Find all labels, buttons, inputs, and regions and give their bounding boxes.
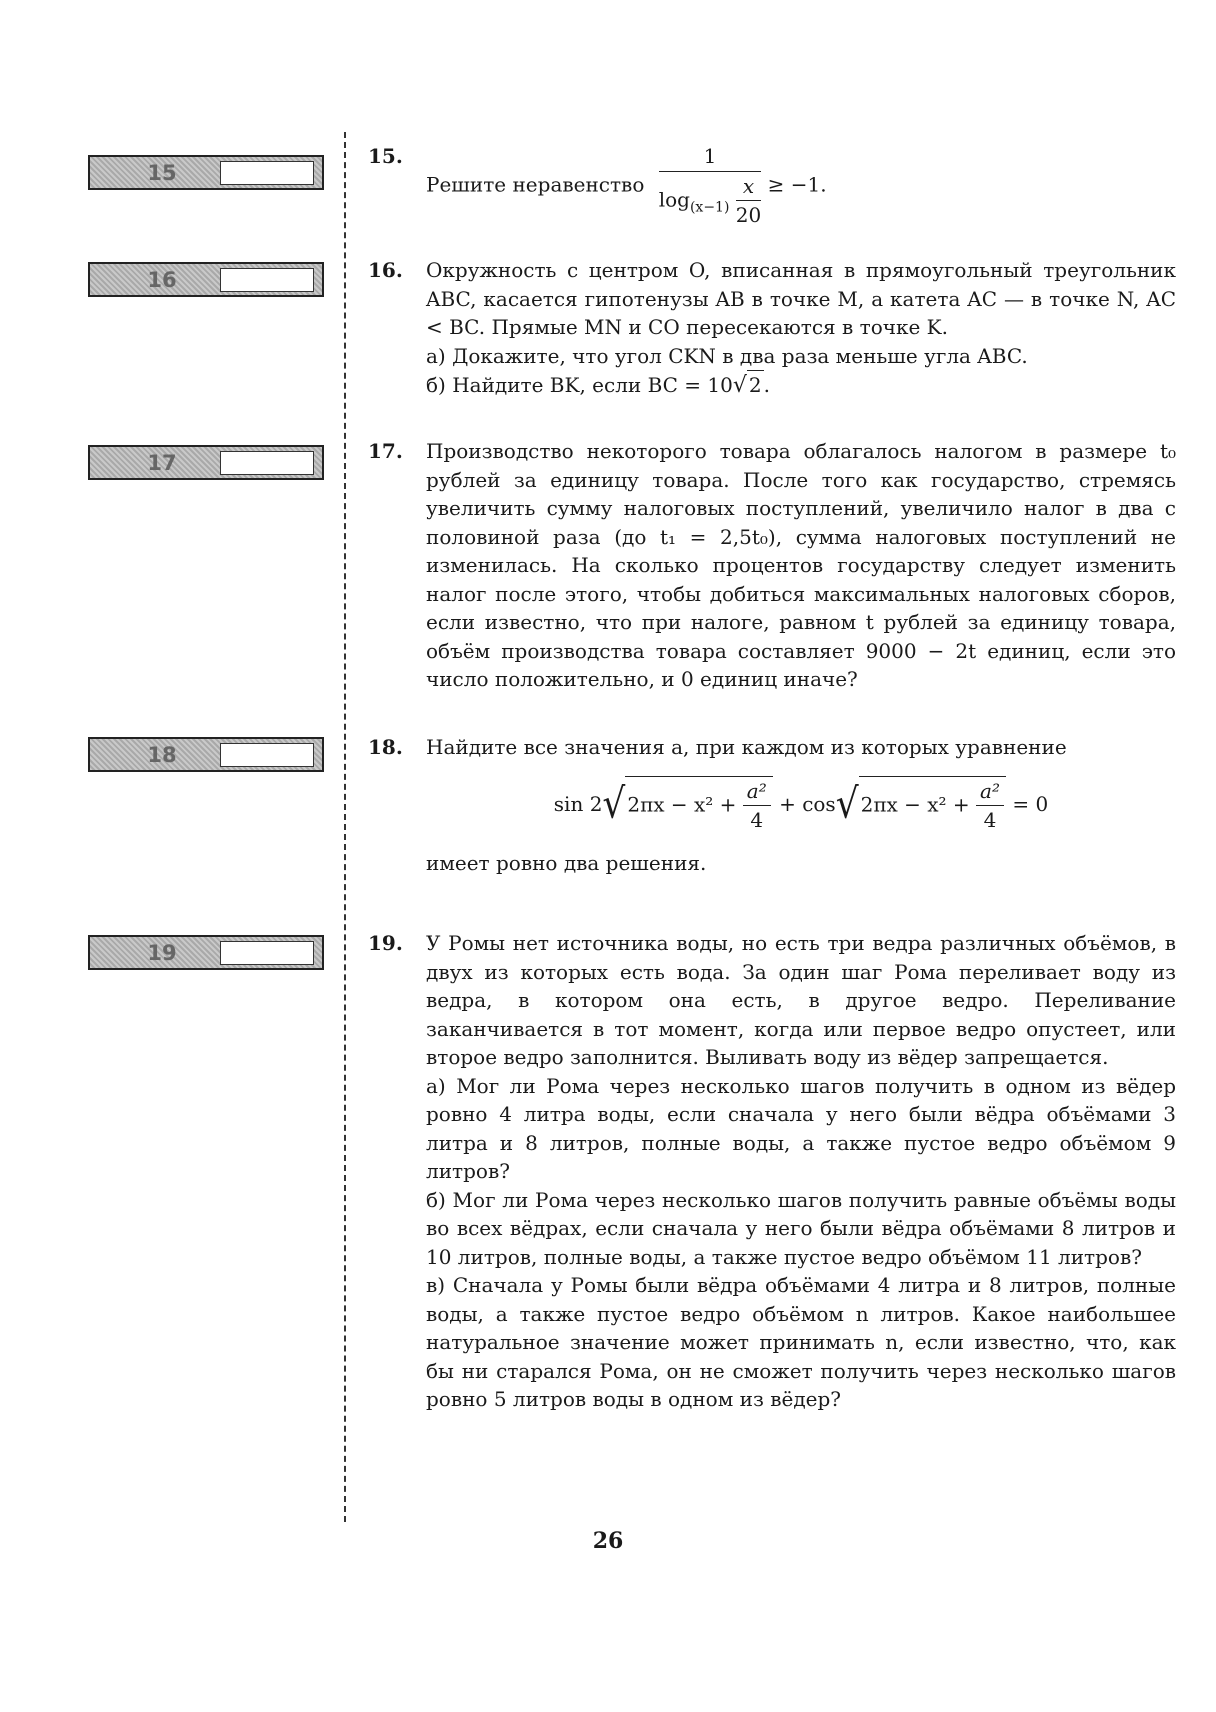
task-17 [368, 437, 1176, 694]
part-b-text: б) Найдите BK, если BC = 10 [426, 373, 733, 397]
answer-box-16[interactable] [88, 262, 324, 297]
a-squared-over-4 [976, 777, 1004, 835]
fraction-denominator [659, 172, 762, 230]
task-text: Окружность с центром O, вписанная в прямоугольный треугольник ABC, касается гипотенузы AB в точке M, а катета AC — в точке N, AC < BC. Прямые MN и CO пересекаются в точке K. [426, 258, 1176, 339]
answer-box-number: 19 [147, 941, 177, 965]
task-number: 16. [368, 258, 403, 282]
task-text: Найдите все значения a, при каждом из которых уравнение [426, 735, 1067, 759]
page-number: 26 [592, 1528, 624, 1554]
log-base: (x−1) [689, 199, 730, 215]
equation [426, 776, 1176, 835]
task-number: 19. [368, 931, 403, 955]
sin-term: sin 2 [553, 791, 603, 816]
log-argument [736, 172, 761, 230]
frac-numerator: a² [976, 777, 1004, 807]
task-part-b [426, 370, 1176, 401]
task-18 [368, 733, 1176, 877]
answer-box-15[interactable] [88, 155, 324, 190]
frac-denominator: 4 [983, 808, 997, 832]
task-part-b: б) Мог ли Рома через несколько шагов получить равные объёмы воды во всех вёдрах, если сначала у него были вёдра объёмами 8 литров и 10 литров, полные воды, а также пустое ведро объёмом 11 литров? [426, 1187, 1176, 1269]
task-text: Производство некоторого товара облагалось налогом в размере t₀ рублей за единицу товара. После того как государство, стремясь увеличить сумму налоговых поступлений, увеличило налог в два с половиной раза (до t₁ = 2,5t₀), сумма налоговых поступлений не изменилась. На сколько процентов государству следует изменить налог после этого, чтобы добиться максимальных налоговых сборов, если известно, что при налоге, равном t рублей за единицу товара, объём производства товара составляет 9000 − 2t единиц, если это число положительно, и 0 единиц иначе? [426, 439, 1176, 691]
answer-box-17[interactable] [88, 445, 324, 480]
a-squared-over-4 [743, 777, 771, 835]
answer-box-19[interactable] [88, 935, 324, 970]
task-part-a: а) Мог ли Рома через несколько шагов получить в одном из вёдер ровно 4 литра воды, если сначала у него были вёдра объёмами 3 литра и 8 литров, полные воды, а также пустое ведро объёмом 9 литров? [426, 1073, 1176, 1183]
radicand [859, 776, 1006, 835]
task-number: 18. [368, 735, 403, 759]
answer-field[interactable] [220, 743, 314, 767]
task-part-a: а) Докажите, что угол CKN в два раза меньше угла ABC. [426, 343, 1028, 368]
task-part-c: в) Сначала у Ромы были вёдра объёмами 4 литра и 8 литров, полные воды, а также пустое ведро объёмом n литров. Какое наибольшее натуральное значение может принимать n, если известно, что, как бы ни старался Рома, он не сможет получить через несколько шагов ровно 5 литров воды в одном из вёдер? [426, 1273, 1176, 1411]
answer-field[interactable] [220, 451, 314, 475]
frac-denominator: 4 [750, 808, 764, 832]
cos-term: + cos [779, 791, 836, 816]
task-number: 15. [368, 144, 403, 168]
task-number: 17. [368, 439, 403, 463]
task-15 [368, 142, 1176, 230]
task-text: У Ромы нет источника воды, но есть три ведра различных объёмов, в двух из которых есть вода. За один шаг Рома переливает воду из ведра, в котором она есть, в другое ведро. Переливание заканчивается в тот момент, когда или первое ведро опустеет, или второе ведро заполнится. Выливать воду из вёдер запрещается. [426, 931, 1176, 1069]
radicand-expression: 2πx − x² + [627, 792, 743, 816]
radical-sign: √ [835, 780, 859, 828]
radical-sign: √ [602, 780, 626, 828]
equation-rhs: = 0 [1012, 791, 1049, 816]
answer-field[interactable] [220, 268, 314, 292]
answer-box-number: 18 [147, 743, 177, 767]
task-16 [368, 256, 1176, 401]
task-19 [368, 929, 1176, 1414]
answer-box-number: 15 [147, 161, 177, 185]
inequality-rhs: ≥ −1. [767, 172, 827, 197]
log-symbol: log [658, 187, 690, 211]
sqrt-sign: √ [732, 373, 747, 398]
answer-box-number: 16 [147, 268, 177, 292]
answer-box-18[interactable] [88, 737, 324, 772]
radicand-expression: 2πx − x² + [860, 792, 977, 816]
task-text: Решите неравенство [426, 172, 645, 197]
inequality-fraction [659, 142, 762, 230]
sqrt-radicand: 2 [747, 370, 764, 400]
argument-denominator: 20 [735, 203, 762, 227]
cut-line [344, 132, 346, 1522]
answer-field[interactable] [220, 941, 314, 965]
answer-box-number: 17 [147, 451, 177, 475]
task-outro: имеет ровно два решения. [426, 850, 707, 875]
answer-field[interactable] [220, 161, 314, 185]
fraction-numerator: 1 [659, 142, 762, 172]
argument-numerator: x [736, 172, 761, 202]
frac-numerator: a² [743, 777, 771, 807]
part-b-suffix: . [763, 373, 770, 397]
radicand [625, 776, 772, 835]
